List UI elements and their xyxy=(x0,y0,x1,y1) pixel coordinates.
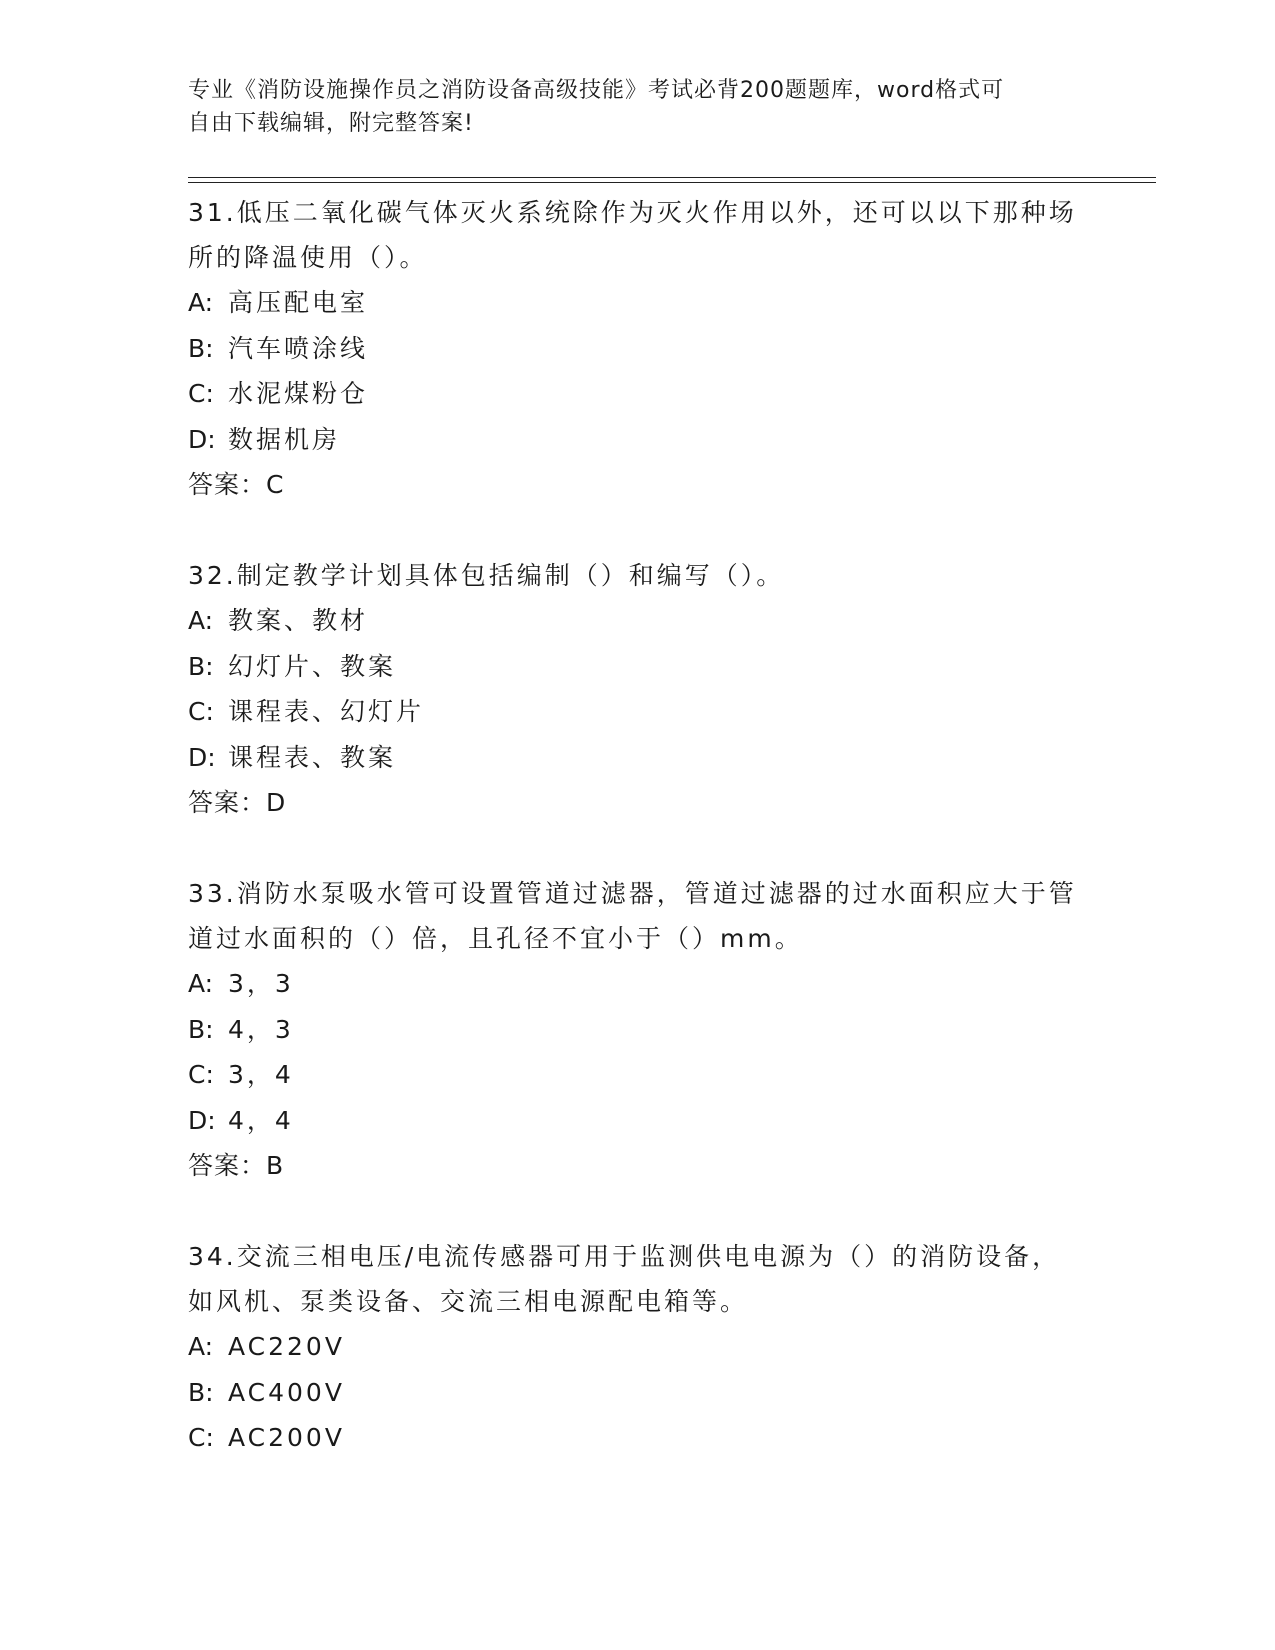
question-33 xyxy=(188,871,1088,1188)
option-text: 数据机房 xyxy=(228,424,341,454)
option-key: A: xyxy=(188,969,214,998)
answer-line: 答案：D xyxy=(188,788,287,817)
question-stem: 32.制定教学计划具体包括编制（）和编写（）。 xyxy=(188,561,785,590)
question-stem: 31.低压二氧化碳气体灭火系统除作为灭火作用以外，还可以以下那种场所的降温使用（）。 xyxy=(188,198,1077,272)
option-c xyxy=(188,371,1088,417)
question-32 xyxy=(188,553,1088,825)
option-text: 幻灯片、教案 xyxy=(228,651,397,681)
option-a xyxy=(188,280,1088,326)
option-text: 课程表、幻灯片 xyxy=(228,697,425,726)
option-text: AC400V xyxy=(228,1377,345,1407)
option-b xyxy=(188,644,1088,690)
answer-line: 答案：B xyxy=(188,1151,285,1180)
document-header xyxy=(188,74,1078,140)
header-line-1: 专业《消防设施操作员之消防设备高级技能》考试必背200题题库，word格式可 xyxy=(188,78,1005,103)
option-a xyxy=(188,598,1088,644)
option-key: A: xyxy=(188,606,214,635)
option-text: 4，3 xyxy=(228,1014,294,1044)
option-text: 水泥煤粉仓 xyxy=(228,379,369,408)
option-c xyxy=(188,1415,1088,1461)
option-b xyxy=(188,1007,1088,1053)
option-text: 3，3 xyxy=(228,969,294,998)
option-b xyxy=(188,1370,1088,1416)
option-key: B: xyxy=(188,651,214,681)
option-text: 课程表、教案 xyxy=(228,742,397,772)
option-text: 4，4 xyxy=(228,1105,294,1135)
option-c xyxy=(188,689,1088,735)
option-d xyxy=(188,417,1088,463)
question-31 xyxy=(188,190,1088,507)
option-key: A: xyxy=(188,288,214,317)
option-b xyxy=(188,326,1088,372)
option-key: B: xyxy=(188,333,214,363)
question-stem: 34.交流三相电压/电流传感器可用于监测供电电源为（）的消防设备，如风机、泵类设备、交流三相电源配电箱等。 xyxy=(188,1242,1061,1316)
header-rule-bottom xyxy=(188,182,1156,183)
option-text: 教案、教材 xyxy=(228,606,369,635)
header-line-2: 自由下载编辑，附完整答案! xyxy=(188,111,474,136)
option-key: C: xyxy=(188,379,214,408)
option-key: D: xyxy=(188,742,216,772)
option-key: B: xyxy=(188,1014,214,1044)
option-text: 汽车喷涂线 xyxy=(228,333,369,363)
option-key: C: xyxy=(188,1060,214,1089)
option-key: A: xyxy=(188,1332,214,1361)
option-c xyxy=(188,1052,1088,1098)
question-list xyxy=(188,190,1088,1507)
option-a xyxy=(188,961,1088,1007)
option-key: B: xyxy=(188,1377,214,1407)
option-key: C: xyxy=(188,697,214,726)
question-34 xyxy=(188,1234,1088,1461)
option-d xyxy=(188,735,1088,781)
header-rule-top xyxy=(188,177,1156,178)
option-text: 高压配电室 xyxy=(228,288,369,317)
option-text: AC200V xyxy=(228,1423,345,1452)
option-text: AC220V xyxy=(228,1332,345,1361)
option-key: D: xyxy=(188,424,216,454)
option-text: 3，4 xyxy=(228,1060,294,1089)
option-key: C: xyxy=(188,1423,214,1452)
answer-line: 答案：C xyxy=(188,470,285,499)
option-a xyxy=(188,1324,1088,1370)
question-stem: 33.消防水泵吸水管可设置管道过滤器，管道过滤器的过水面积应大于管道过水面积的（）倍，且孔径不宜小于（）mm。 xyxy=(188,879,1077,953)
option-d xyxy=(188,1098,1088,1144)
option-key: D: xyxy=(188,1105,216,1135)
